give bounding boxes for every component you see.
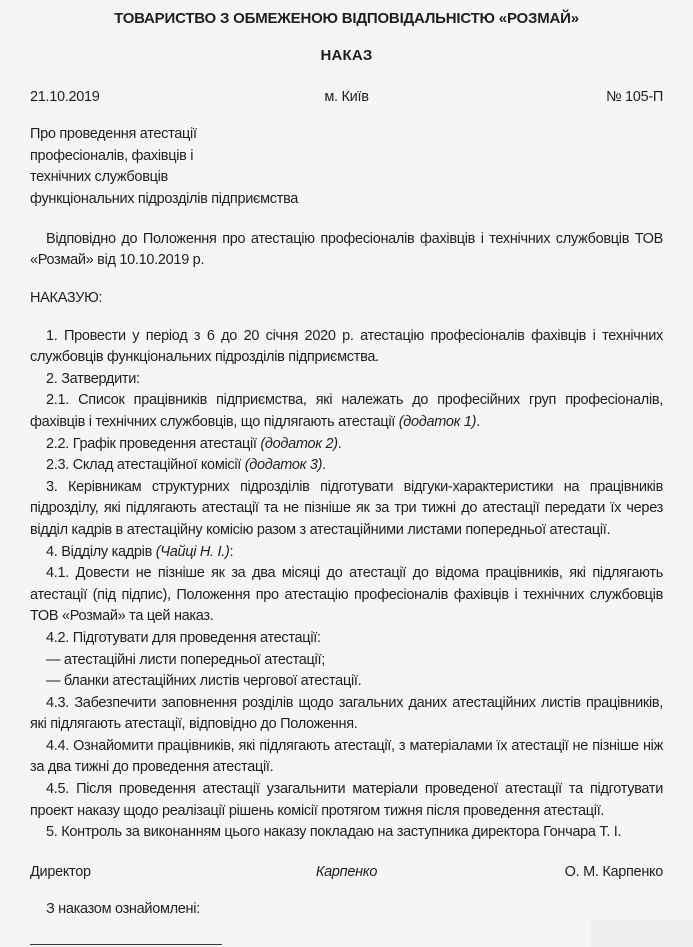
order-item: 5. Контроль за виконанням цього наказу покладаю на заступника директора Гончара Т. І. [46,824,622,841]
signer-title: Директор [30,863,91,880]
subject-line: функціональних підрозділів підприємства [30,191,299,208]
meta-row [30,86,663,108]
document-date: 21.10.2019 [30,89,100,105]
order-items [30,326,663,844]
acknowledgment-lines [30,923,663,947]
order-keyword: НАКАЗУЮ: [30,290,103,306]
document-type-title: НАКАЗ [320,47,373,64]
signature-autograph: Карпенко [315,863,378,880]
order-item: 4.1. Довести не пізніше як за два місяці до атестації до відома працівників, які підлягають атестації (під підпис), Положення про атестацію професіоналів фахівців і технічних службовців ТОВ «Розмай» та цей наказ. [30,565,663,625]
order-item: 2. Затвердити: [46,370,140,387]
acknowledgment-label: З наказом ознайомлені: [46,900,200,917]
order-item: 3. Керівникам структурних підрозділів підготувати відгуки-характеристики на працівників підрозділу, які підлягають атестації та не пізніше як за три тижні до атестації передати їх через відділ кадрів в атестаційну комісію разом з атестаційними листами попередньої атестації. [30,478,663,538]
order-item: 2.3. Склад атестаційної комісії (додаток 3). [46,457,326,474]
order-item: 4.3. Забезпечити заповнення розділів щодо загальних даних атестаційних листів працівників, які підлягають атестації, відповідно до Положення. [30,694,663,733]
order-item: — атестаційні листи попередньої атестації; [46,651,325,668]
order-item: 4.2. Підготувати для проведення атестації: [46,629,321,646]
subject-block [30,124,663,211]
intro-paragraph: Відповідно до Положення про атестацію професіоналів фахівців і технічних службовців ТОВ «Розмай» від 10.10.2019 р. [30,230,663,269]
order-item: 4.4. Ознайомити працівників, які підлягають атестації, з матеріалами їх атестації не пізніше ніж за два тижні до проведення атестації. [30,737,663,776]
order-item: 4. Відділу кадрів (Чайці Н. І.): [46,543,234,560]
order-item: 4.5. Після проведення атестації узагальнити матеріали проведеної атестації та підготувати проект наказу щодо реалізації рішень комісії протягом тижня після проведення атестації. [30,781,663,819]
order-item: 1. Провести у період з 6 до 20 січня 2020 р. атестацію професіоналів фахівців і технічних службовців функціональних підрозділів підприємства. [30,327,663,366]
order-item: 2.1. Список працівників підприємства, які належать до професійних груп професіоналів, фахівців і технічних службовців, що підлягають атестації (додаток 1). [30,392,663,430]
order-item: 2.2. Графік проведення атестації (додаток 2). [46,435,342,452]
document-number: № 105-П [606,89,663,105]
scan-artifact [590,920,693,947]
signature-line [30,923,222,945]
company-name: ТОВАРИСТВО З ОБМЕЖЕНОЮ ВІДПОВІДАЛЬНІСТЮ «РОЗМАЙ» [114,10,579,27]
signer-name: О. М. Карпенко [564,863,663,880]
order-item: — бланки атестаційних листів чергової атестації. [46,673,362,690]
document-city: м. Київ [324,89,369,105]
subject-line: технічних службовців [30,169,168,186]
subject-line: Про проведення атестації [30,126,197,142]
subject-line: професіоналів, фахівців і [30,147,194,164]
signature-row [30,861,663,883]
